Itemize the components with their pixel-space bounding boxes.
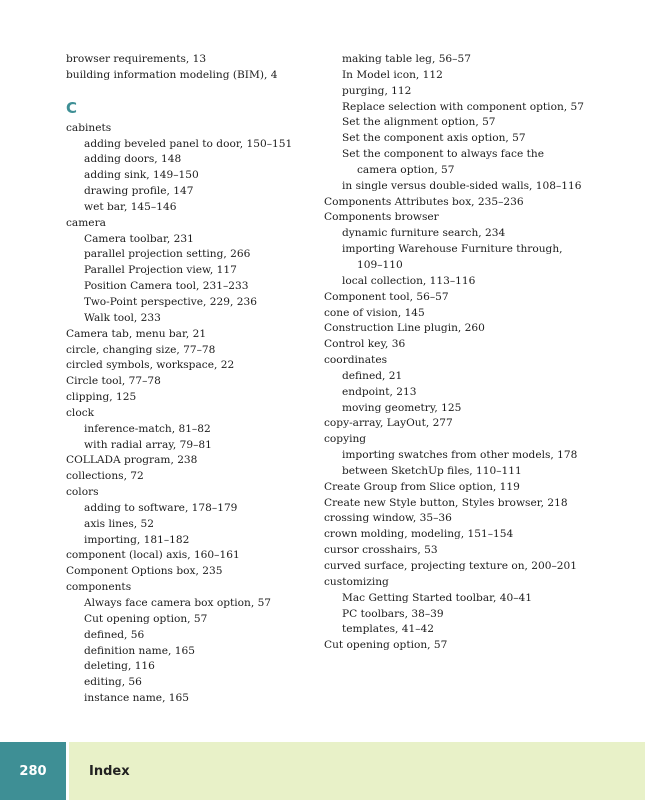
index-subentry: Set the component to always face the camera option, 57: [342, 148, 544, 176]
index-subentry: dynamic furniture search, 234: [342, 227, 506, 240]
index-entry: Camera tab, menu bar, 21: [66, 327, 207, 340]
index-subentry: adding sink, 149–150: [84, 169, 199, 182]
index-entry: building information modeling (BIM), 4: [66, 68, 278, 81]
index-entry: Create new Style button, Styles browser, 218: [324, 496, 568, 509]
index-entry: Components browser: [324, 211, 439, 224]
index-letter-heading: C: [66, 98, 78, 117]
index-entry: copying: [324, 433, 367, 446]
index-entry: collections, 72: [66, 470, 144, 483]
index-entry: COLLADA program, 238: [66, 454, 198, 467]
index-subentry: definition name, 165: [84, 644, 195, 657]
index-entry: circled symbols, workspace, 22: [66, 359, 235, 372]
index-subentry: instance name, 165: [84, 692, 190, 705]
index-entry: colors: [66, 486, 99, 499]
index-subentry: adding beveled panel to door, 150–151: [84, 137, 293, 150]
index-entry: coordinates: [324, 354, 388, 367]
index-entry: cursor crosshairs, 53: [324, 544, 438, 557]
index-entry: components: [66, 581, 132, 594]
index-subentry: Camera toolbar, 231: [84, 232, 194, 245]
index-subentry: deleting, 116: [84, 660, 155, 673]
index-subentry: between SketchUp files, 110–111: [342, 464, 522, 477]
index-subentry: in single versus double-sided walls, 108–116: [342, 179, 582, 192]
page-footer: [0, 742, 645, 800]
index-subentry: editing, 56: [84, 676, 142, 689]
index-subentry: PC toolbars, 38–39: [342, 607, 444, 620]
index-subentry: defined, 56: [84, 628, 145, 641]
index-subentry: Two-Point perspective, 229, 236: [84, 295, 257, 308]
index-entry: clipping, 125: [66, 391, 137, 404]
index-subentry: adding doors, 148: [84, 153, 182, 166]
index-column-right: [324, 52, 586, 654]
index-subentry: parallel projection setting, 266: [84, 248, 251, 261]
index-subentry: Cut opening option, 57: [84, 612, 208, 625]
index-subentry: Mac Getting Started toolbar, 40–41: [342, 591, 533, 604]
index-subentry: defined, 21: [342, 369, 403, 382]
index-subentry: importing Warehouse Furniture through, 109–110: [342, 243, 563, 271]
index-subentry: importing, 181–182: [84, 533, 190, 546]
index-entry: camera: [66, 216, 106, 229]
index-subentry: endpoint, 213: [342, 385, 417, 398]
index-entry: clock: [66, 406, 95, 419]
index-subentry: Parallel Projection view, 117: [84, 264, 237, 277]
index-subentry: inference-match, 81–82: [84, 422, 211, 435]
index-subentry: Set the alignment option, 57: [342, 116, 496, 129]
index-entry: Construction Line plugin, 260: [324, 322, 485, 335]
index-entry: Components Attributes box, 235–236: [324, 195, 524, 208]
index-subentry: making table leg, 56–57: [342, 53, 471, 65]
index-subentry: templates, 41–42: [342, 623, 435, 636]
index-subentry: drawing profile, 147: [84, 185, 194, 198]
index-entry: Control key, 36: [324, 338, 406, 351]
index-subentry: Replace selection with component option, 57: [342, 100, 584, 113]
section-title: Index: [69, 742, 645, 800]
index-subentry: importing swatches from other models, 178: [342, 449, 578, 462]
index-entry: cabinets: [66, 121, 112, 134]
index-entry: Create Group from Slice option, 119: [324, 480, 520, 493]
index-entry: crossing window, 35–36: [324, 512, 452, 525]
index-entry: copy-array, LayOut, 277: [324, 417, 453, 430]
index-subentry: local collection, 113–116: [342, 274, 476, 287]
index-entry: browser requirements, 13: [66, 53, 207, 65]
page-number: 280: [0, 742, 66, 800]
index-subentry: adding to software, 178–179: [84, 501, 238, 514]
index-subentry: Walk tool, 233: [84, 311, 161, 324]
index-entry: customizing: [324, 575, 389, 588]
index-entry: Component tool, 56–57: [324, 290, 449, 303]
index-subentry: moving geometry, 125: [342, 401, 462, 414]
index-entry: crown molding, modeling, 151–154: [324, 528, 514, 541]
index-entry: Component Options box, 235: [66, 565, 223, 578]
index-entry: Circle tool, 77–78: [66, 375, 161, 388]
index-subentry: Set the component axis option, 57: [342, 132, 526, 145]
index-entry: circle, changing size, 77–78: [66, 343, 216, 356]
index-subentry: axis lines, 52: [84, 517, 155, 530]
index-subentry: purging, 112: [342, 84, 412, 97]
index-subentry: Position Camera tool, 231–233: [84, 280, 249, 293]
index-entry: curved surface, projecting texture on, 200–201: [324, 560, 578, 572]
index-subentry: with radial array, 79–81: [84, 438, 212, 451]
index-entry: Cut opening option, 57: [324, 639, 448, 652]
index-subentry: wet bar, 145–146: [84, 200, 177, 213]
index-entry: cone of vision, 145: [324, 306, 425, 319]
index-subentry: In Model icon, 112: [342, 68, 443, 81]
index-entry: component (local) axis, 160–161: [66, 549, 240, 562]
index-column-left: [66, 52, 296, 707]
index-subentry: Always face camera box option, 57: [84, 597, 272, 609]
